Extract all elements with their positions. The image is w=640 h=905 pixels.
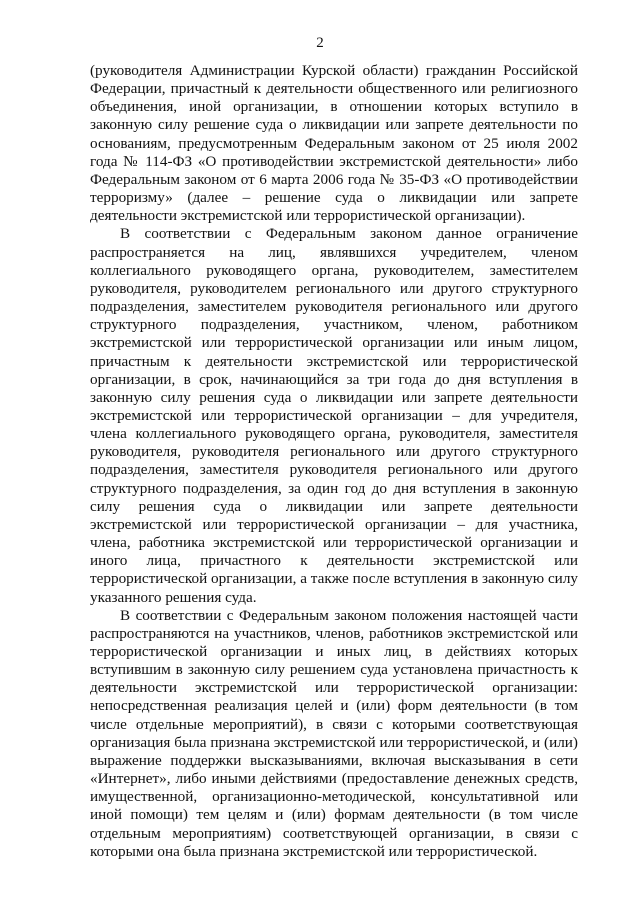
paragraph-1: (руководителя Администрации Курской области) гражданин Российской Федерации, причастный к деятельности общественного или религиозного объединения, иной организации, в отношении которых вступило в законную силу решение суда о ликвидации или запрете деятельности по основаниям, предусмотренным Федеральным законом от 25 июля 2002 года № 114-ФЗ «О противодействии экстремистской деятельности» либо Федеральным законом от 6 марта 2006 года № 35-ФЗ «О противодействии терроризму» (далее – решение суда о ликвидации или запрете деятельности экстремистской или террористической организации).: [90, 62, 578, 225]
document-body: [90, 62, 578, 861]
paragraph-2: В соответствии с Федеральным законом данное ограничение распространяется на лиц, являвшихся учредителем, членом коллегиального руководящего органа, руководителем, заместителем руководителя, руководителем регионального или другого структурного подразделения, заместителем руководителя регионального или другого структурного подразделения, участником, членом, работником экстремистской или террористической организации или иным лицом, причастным к деятельности экстремистской или террористической организации, в срок, начинающийся за три года до дня вступления в законную силу решения суда о ликвидации или запрете деятельности экстремистской или террористической организации – для учредителя, члена коллегиального руководящего органа, руководителя, заместителя руководителя, руководителя регионального или другого структурного подразделения, заместителя руководителя регионального или другого структурного подразделения, за один год до дня вступления в законную силу решения суда о ликвидации или запрете деятельности экстремистской или террористической организации – для участника, члена, работника экстремистской или террористической организации и иного лица, причастного к деятельности экстремистской или террористической организации, а также после вступления в законную силу указанного решения суда.: [90, 225, 578, 606]
paragraph-3: В соответствии с Федеральным законом положения настоящей части распространяются на участников, членов, работников экстремистской или террористической организации и иных лиц, в действиях которых вступившим в законную силу решением суда установлена причастность к деятельности экстремистской или террористической организации: непосредственная реализация целей и (или) форм деятельности (в том числе отдельные мероприятий), в связи с которыми соответствующая организация была признана экстремистской или террористической, и (или) выражение поддержки высказываниями, включая высказывания в сети «Интернет», либо иными действиями (предоставление денежных средств, имущественной, организационно-методической, консультативной или иной помощи) тем целям и (или) формам деятельности (в том числе отдельным мероприятиям) соответствующей организации, в связи с которыми она была признана экстремистской или террористической.: [90, 606, 578, 860]
page-number: 2: [316, 35, 324, 51]
